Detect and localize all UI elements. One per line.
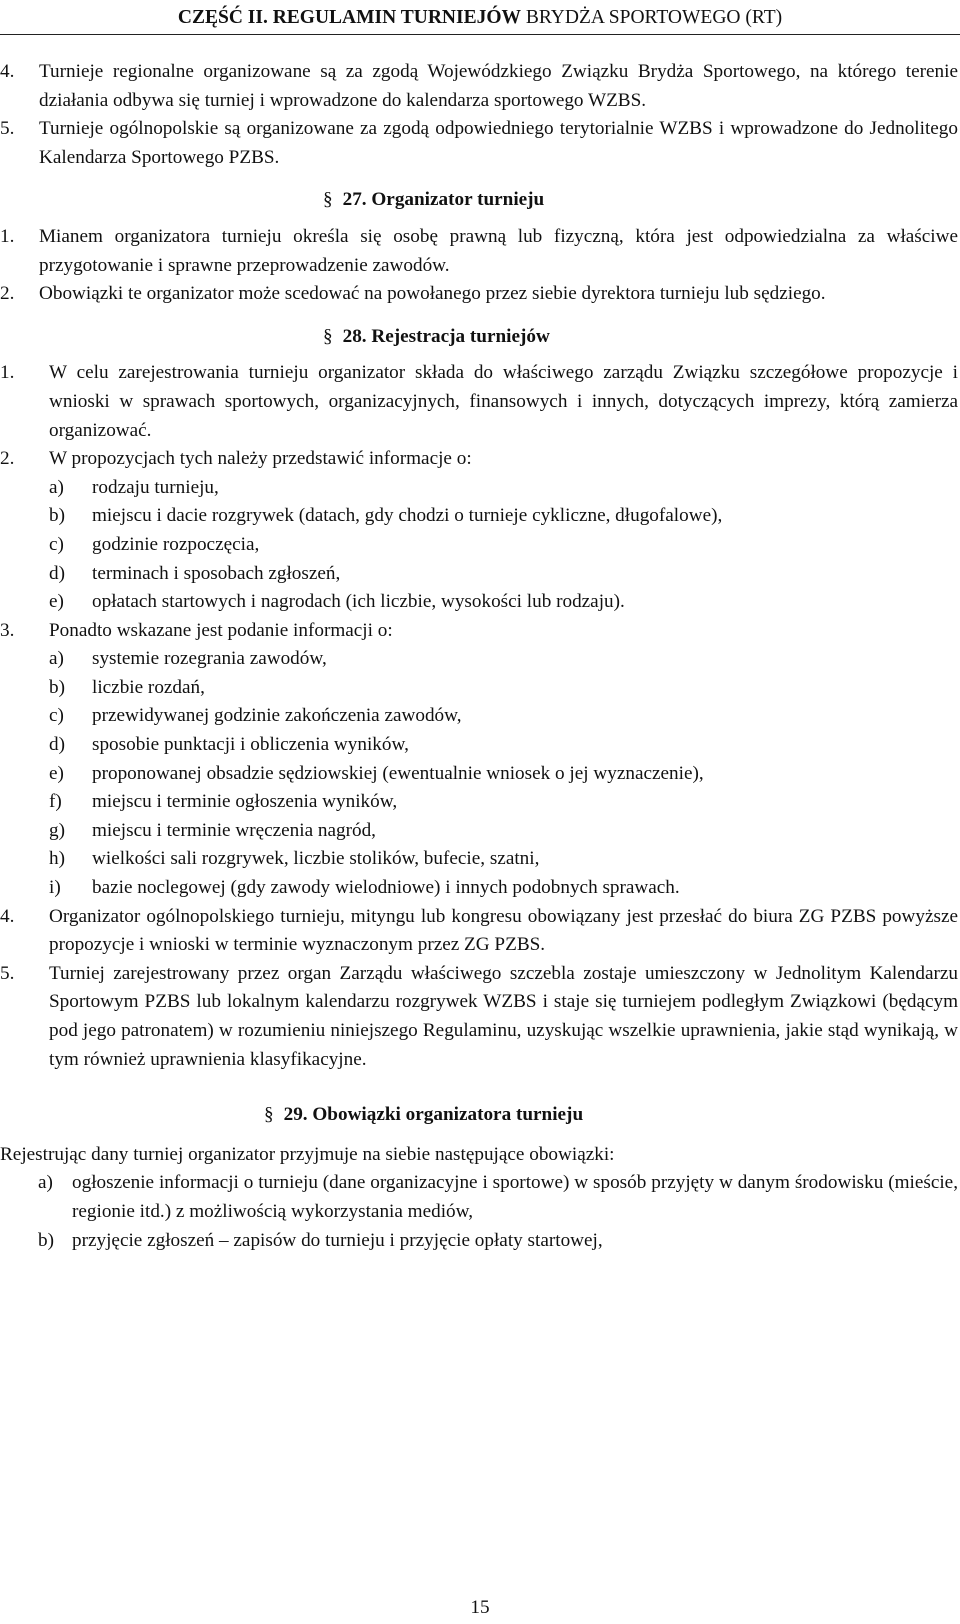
item-number: 4. [0,905,15,927]
item-text: Turniej zarejestrowany przez organ Zarządu właściwego szczebla zostaje umieszczony w Jednolitym Kalendarzu Sportowym PZBS lub lokalnym kalendarzu rozgrywek WZBS i staje się turniejem podległym Związkowi (będącym pod jego patronatem) w rozumieniu niniejszego Regulaminu, uzyskując wszelkie uprawnienia, jakie stąd wynikają, w tym również uprawnienia klasyfikacyjne. [49,962,958,1070]
page-number: 15 [470,1597,490,1618]
sub-text: przyjęcie zgłoszeń – zapisów do turnieju i przyjęcie opłaty startowej, [72,1229,603,1251]
s29-intro: Rejestrując dany turniej organizator przyjmuje na siebie następujące obowiązki: [0,1143,615,1165]
s28-item-5 [0,960,960,1074]
running-header [0,6,960,30]
s28-item-4 [0,903,960,960]
s28-3-sub-b [0,674,960,703]
s28-2-sub-e [0,588,960,617]
paragraph-sign: § [323,325,333,347]
sub-text: systemie rozegrania zawodów, [92,648,327,670]
sub-text: terminach i sposobach zgłoszeń, [92,562,341,584]
s28-2-sub-a [0,474,960,503]
header-normal-part: BRYDŻA SPORTOWEGO (RT) [525,7,783,28]
item-text: Organizator ogólnopolskiego turnieju, mityngu lub kongresu obowiązany jest przesłać do biura ZG PZBS powyższe propozycje i wnioski w terminie wyznaczonym przez ZG PZBS. [49,905,958,956]
sub-letter: g) [49,819,65,841]
item-number: 5. [0,962,15,984]
s28-3-sub-a [0,645,960,674]
sub-text: bazie noclegowej (gdy zawody wielodniowe) i innych podobnych sprawach. [92,877,680,899]
item-text: Obowiązki te organizator może scedować na powołanego przez siebie dyrektora turnieju lub sędziego. [39,283,826,305]
intro-item-4 [0,58,960,115]
item-text: Mianem organizatora turnieju określa się osobę prawną lub fizyczną, która jest odpowiedzialna za właściwe przygotowanie i sprawne przeprowadzenie zawodów. [39,225,958,276]
item-text: Ponadto wskazane jest podanie informacji o: [49,619,393,641]
section-28-heading [0,323,960,352]
sub-text: miejscu i dacie rozgrywek (datach, gdy chodzi o turnieje cykliczne, długofalowe), [92,505,723,527]
sub-letter: b) [38,1229,54,1251]
header-bold-part: CZĘŚĆ II. REGULAMIN TURNIEJÓW [177,7,521,28]
item-number: 2. [0,283,15,305]
page-body [0,58,960,1255]
sub-text: wielkości sali rozgrywek, liczbie stolików, bufecie, szatni, [92,848,540,870]
s28-item-3 [0,617,960,646]
section-title: 29. Obowiązki organizatora turnieju [283,1104,584,1126]
sub-text: sposobie punktacji i obliczenia wyników, [92,734,409,756]
sub-text: opłatach startowych i nagrodach (ich liczbie, wysokości lub rodzaju). [92,591,625,613]
sub-letter: a) [49,648,64,670]
sub-text: rodzaju turnieju, [92,476,219,498]
item-number: 1. [0,225,15,247]
item-text: Turnieje ogólnopolskie są organizowane za zgodą odpowiedniego terytorialnie WZBS i wprowadzone do Jednolitego Kalendarza Sportowego PZBS. [39,118,958,168]
s27-item-2 [0,280,960,309]
s28-3-sub-e [0,760,960,789]
item-number: 1. [0,362,15,384]
item-number: 4. [0,61,15,82]
sub-text: proponowanej obsadzie sędziowskiej (ewentualnie wniosek o jej wyznaczenie), [92,762,704,784]
sub-letter: d) [49,562,65,584]
s28-3-sub-g [0,817,960,846]
sub-letter: a) [49,476,64,498]
paragraph-sign: § [264,1104,274,1126]
sub-letter: f) [49,791,62,813]
s28-3-sub-c [0,702,960,731]
sub-letter: i) [49,877,61,899]
paragraph-sign: § [323,189,333,211]
s28-3-sub-d [0,731,960,760]
item-text: Turnieje regionalne organizowane są za zgodą Wojewódzkiego Związku Brydża Sportowego, na którego terenie działania odbywa się turniej i wprowadzone do kalendarza sportowego WZBS. [39,61,958,111]
section-title: 28. Rejestracja turniejów [342,325,550,347]
sub-letter: a) [38,1172,53,1194]
s29-sub-b [0,1227,960,1256]
sub-letter: c) [49,533,64,555]
item-text: W celu zarejestrowania turnieju organizator składa do właściwego zarządu Związku szczegółowe propozycje i wnioski w sprawach sportowych, organizacyjnych, finansowych i innych, dotyczących imprezy, którą zamierza organizować. [49,362,958,441]
sub-letter: b) [49,676,65,698]
sub-letter: c) [49,705,64,727]
item-text: W propozycjach tych należy przedstawić informacje o: [49,448,472,470]
s28-3-sub-h [0,845,960,874]
sub-letter: b) [49,505,65,527]
sub-text: miejscu i terminie ogłoszenia wyników, [92,791,398,813]
s27-item-1 [0,223,960,280]
section-29-heading [0,1101,960,1130]
sub-text: miejscu i terminie wręczenia nagród, [92,819,376,841]
header-rule [0,34,960,35]
s28-item-1 [0,359,960,445]
sub-text: ogłoszenie informacji o turnieju (dane organizacyjne i sportowe) w sposób przyjęty w danym środowisku (mieście, regionie itd.) z możliwością wykorzystania mediów, [72,1172,958,1222]
sub-text: przewidywanej godzinie zakończenia zawodów, [92,705,462,727]
s28-3-sub-f [0,788,960,817]
s28-item-2 [0,445,960,474]
s28-2-sub-b [0,502,960,531]
section-27-heading [0,186,960,215]
sub-letter: e) [49,591,64,613]
sub-letter: e) [49,762,64,784]
s29-sub-a [0,1169,960,1226]
intro-item-5 [0,115,960,172]
sub-letter: h) [49,848,65,870]
sub-text: godzinie rozpoczęcia, [92,533,260,555]
sub-letter: d) [49,734,65,756]
s28-2-sub-d [0,560,960,589]
item-number: 3. [0,619,15,641]
s28-2-sub-c [0,531,960,560]
item-number: 5. [0,118,15,140]
section-title: 27. Organizator turnieju [342,189,545,211]
sub-text: liczbie rozdań, [92,676,205,698]
item-number: 2. [0,448,15,470]
s28-3-sub-i [0,874,960,903]
